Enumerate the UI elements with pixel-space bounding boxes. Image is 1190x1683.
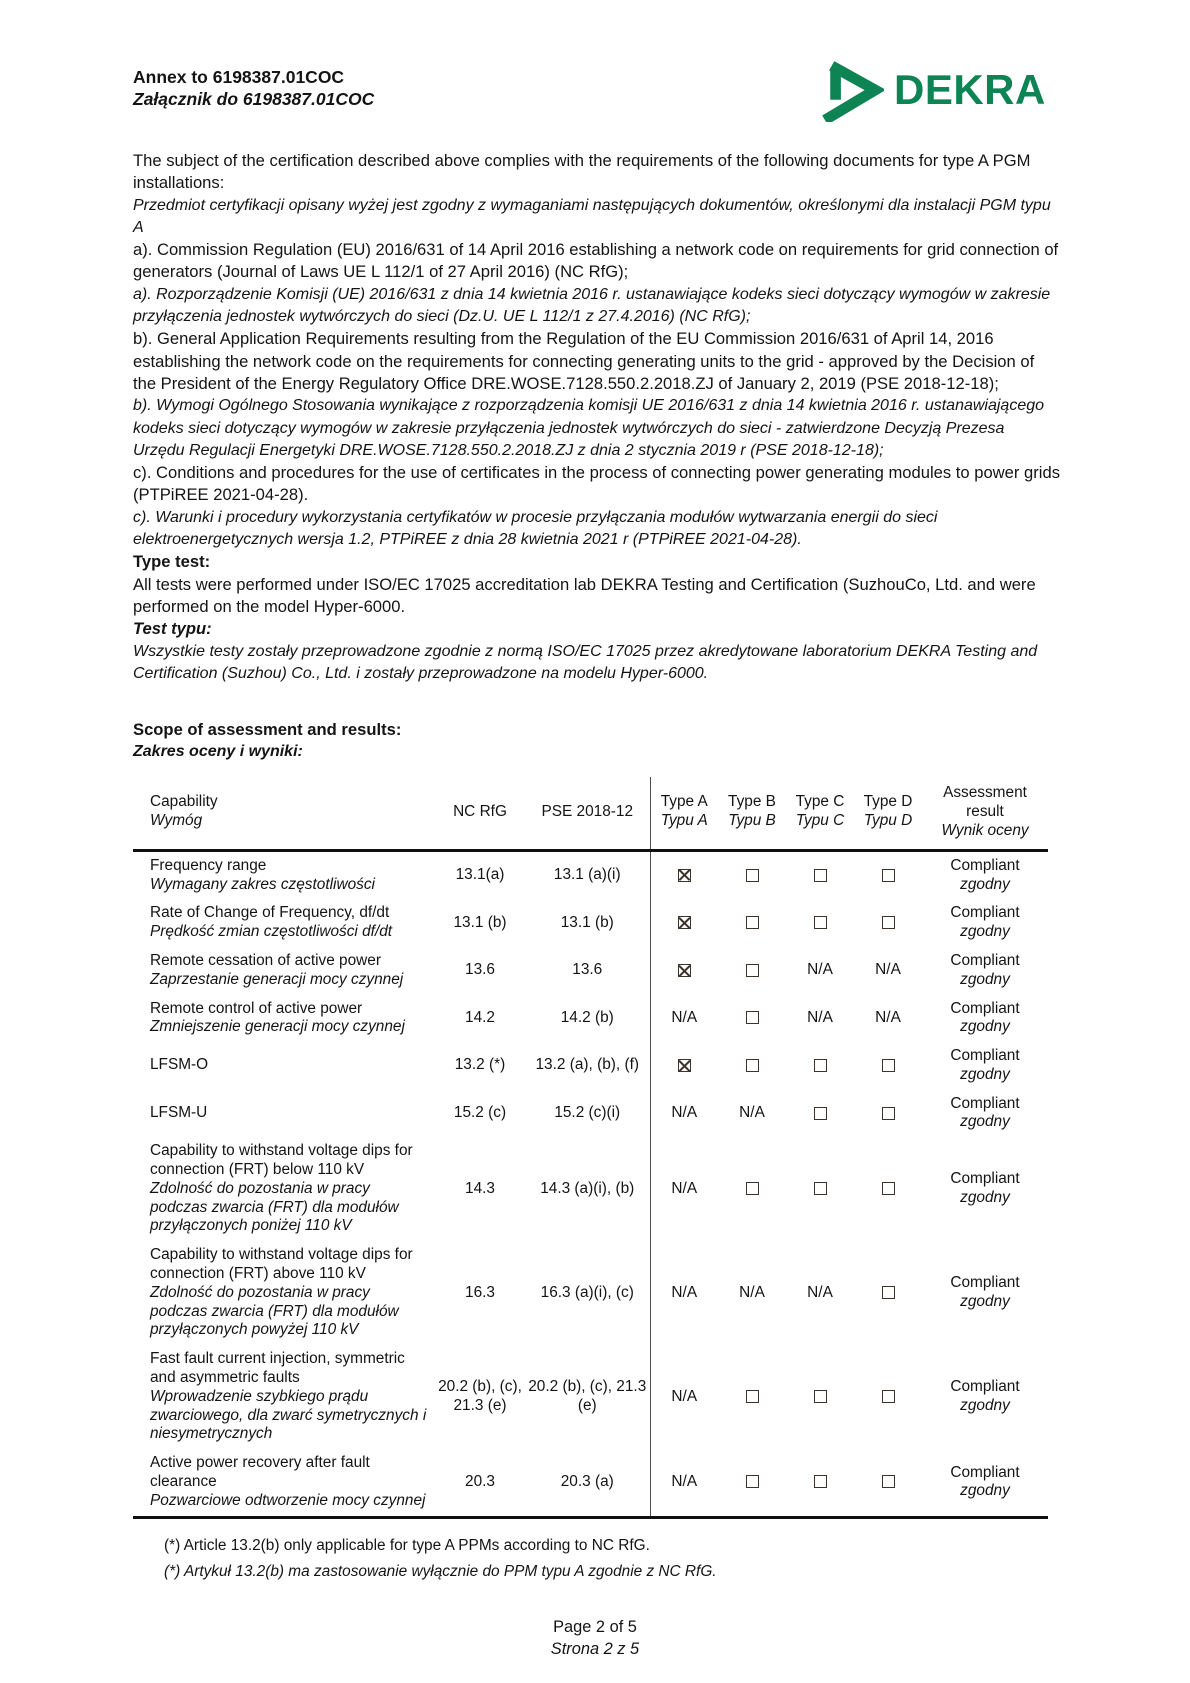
result-cell — [922, 1241, 1048, 1345]
checkbox-unchecked-icon — [746, 1059, 759, 1072]
na-cell: N/A — [739, 1283, 765, 1301]
capability-en: LFSM-O — [150, 1056, 209, 1074]
result-cell — [922, 1345, 1048, 1449]
capability-cell — [133, 1090, 435, 1138]
result-cell — [922, 1090, 1048, 1138]
checkbox-unchecked-icon — [746, 1390, 759, 1403]
capability-cell — [133, 947, 435, 995]
pse-cell: 20.3 (a) — [525, 1449, 650, 1517]
content-area — [133, 66, 1060, 1585]
na-cell: N/A — [875, 961, 901, 979]
capability-en: Rate of Change of Frequency, df/dt — [150, 904, 390, 922]
checkbox-cell — [786, 1449, 854, 1517]
col-header-nc-rfg: NC RfG — [453, 802, 507, 820]
intro-paragraphs — [133, 150, 1060, 685]
na-cell: N/A — [807, 1283, 833, 1301]
pse-cell: 15.2 (c)(i) — [554, 1104, 621, 1122]
footnotes — [164, 1533, 1060, 1585]
col-header-type-d — [854, 777, 922, 851]
na-cell: N/A — [650, 1449, 718, 1517]
result-en: Compliant — [950, 1170, 1020, 1188]
capability-cell — [133, 995, 435, 1043]
result-en: Compliant — [950, 1463, 1020, 1481]
checkbox-unchecked-icon — [882, 916, 895, 929]
document-title: Annex to 6198387.01COC — [133, 67, 345, 87]
body-paragraph: b). Wymogi Ogólnego Stosowania wynikające z rozporządzenia komisji UE 2016/631 z dnia 14 kwietnia 2016 r. ustanawiającego kodeks sieci dotyczący wymogów w zakresie przyłączenia jednostek wytwórczych do sieci - zatwierdzone Decyzją Prezesa Urzędu Regulacji Energetyki DRE.WOSE.7128.550.2.2018.ZJ z dnia 2 stycznia 2019 r (PSE 2018-12-18); — [133, 397, 1045, 459]
nc-rfg-cell: 20.2 (b), (c), 21.3 (e) — [438, 1378, 522, 1415]
nc-rfg-cell: 15.2 (c) — [453, 1104, 507, 1122]
checkbox-cell — [854, 1241, 922, 1345]
capability-cell — [133, 1241, 435, 1345]
body-paragraph: c). Conditions and procedures for the use of certificates in the process of connecting power generating modules to power grids (PTPiREE 2021-04-28). — [133, 463, 1060, 505]
checkbox-unchecked-icon — [746, 916, 759, 929]
checkbox-cell — [854, 1090, 922, 1138]
capability-pl: Zaprzestanie generacji mocy czynnej — [150, 970, 404, 988]
result-en: Compliant — [950, 856, 1020, 874]
checkbox-cell — [718, 1137, 786, 1241]
body-paragraph: a). Commission Regulation (EU) 2016/631 of 14 April 2016 establishing a network code on requirements for grid connection of generators (Journal of Laws UE L 112/1 of 27 April 2016) (NC RfG); — [133, 240, 1059, 282]
capability-en: Fast fault current injection, symmetric and asymmetric faults — [150, 1350, 405, 1387]
scope-heading-en: Scope of assessment and results: — [133, 720, 402, 740]
checkbox-cell — [786, 1042, 854, 1090]
result-cell — [922, 1042, 1048, 1090]
table-row — [133, 947, 1048, 995]
checkbox-cell — [854, 1042, 922, 1090]
checkbox-cell — [786, 899, 854, 947]
body-paragraph: Wszystkie testy zostały przeprowadzone zgodnie z normą ISO/EC 17025 przez akredytowane laboratorium DEKRA Testing and Certification (Suzhou) Co., Ltd. i zostały przeprowadzone na modelu Hyper-6000. — [133, 642, 1038, 682]
capability-en: Frequency range — [150, 856, 267, 874]
checkbox-unchecked-icon — [814, 1182, 827, 1195]
col-header-assessment — [922, 777, 1048, 851]
col-header-type-c-pl: Typu C — [795, 812, 845, 830]
result-en: Compliant — [950, 1378, 1020, 1396]
table-row — [133, 1449, 1048, 1517]
col-header-type-c — [786, 777, 854, 851]
capability-pl: Zmniejszenie generacji mocy czynnej — [150, 1018, 405, 1036]
pse-cell: 13.1 (b) — [560, 913, 614, 931]
body-paragraph: All tests were performed under ISO/EC 17025 accreditation lab DEKRA Testing and Certification (SuzhouCo, Ltd. and were performed on the model Hyper-6000. — [133, 574, 1036, 616]
capability-pl: Prędkość zmian częstotliwości df/dt — [150, 923, 393, 941]
na-cell: N/A — [650, 1345, 718, 1449]
checkbox-cell — [650, 850, 718, 899]
table-row — [133, 1137, 1048, 1241]
capability-pl: Wymagany zakres częstotliwości — [150, 875, 375, 893]
checkbox-unchecked-icon — [814, 916, 827, 929]
result-cell — [922, 899, 1048, 947]
checkbox-unchecked-icon — [814, 1390, 827, 1403]
col-header-capability-pl: Wymóg — [150, 812, 203, 830]
checkbox-cell — [854, 850, 922, 899]
checkbox-cell — [650, 899, 718, 947]
col-header-type-a-pl: Typu A — [660, 812, 708, 830]
checkbox-cell — [786, 1345, 854, 1449]
checkbox-unchecked-icon — [746, 1475, 759, 1488]
na-cell: N/A — [650, 1137, 718, 1241]
body-paragraph: a). Rozporządzenie Komisji (UE) 2016/631 z dnia 14 kwietnia 2016 r. ustanawiające kodeks sieci dotyczący wymogów w zakresie przyłączenia jednostek wytwórczych do sieci (Dz.U. UE L 112/1 z 27.4.2016) (NC RfG); — [133, 285, 1051, 326]
checkbox-checked-icon — [678, 869, 691, 882]
na-cell: N/A — [650, 995, 718, 1043]
page-footer — [0, 1616, 1190, 1660]
capability-pl: Pozwarciowe odtworzenie mocy czynnej — [150, 1491, 426, 1509]
footnote-en: (*) Article 13.2(b) only applicable for type A PPMs according to NC RfG. — [164, 1536, 650, 1554]
checkbox-unchecked-icon — [882, 1059, 895, 1072]
result-pl: zgodny — [960, 1482, 1010, 1500]
na-cell: N/A — [650, 1241, 718, 1345]
checkbox-cell — [854, 1345, 922, 1449]
checkbox-cell — [650, 1042, 718, 1090]
checkbox-checked-icon — [678, 916, 691, 929]
checkbox-checked-icon — [678, 1059, 691, 1072]
capability-cell — [133, 1137, 435, 1241]
pse-cell: 16.3 (a)(i), (c) — [540, 1283, 634, 1301]
result-cell — [922, 850, 1048, 899]
nc-rfg-cell: 13.1 (b) — [453, 913, 507, 931]
document-subtitle: Załącznik do 6198387.01COC — [133, 89, 375, 109]
nc-rfg-cell: 13.6 — [465, 961, 495, 979]
table-header-row — [133, 777, 1048, 851]
body-paragraph: c). Warunki i procedury wykorzystania certyfikatów w procesie przyłączania modułów wytwarzania energii do sieci elektroenergetycznych wersja 1.2, PTPiREE z dnia 28 kwietnia 2021 r (PTPiREE 2021-04-28). — [133, 508, 938, 549]
capability-cell — [133, 850, 435, 899]
nc-rfg-cell: 14.2 — [465, 1008, 495, 1026]
table-row — [133, 1042, 1048, 1090]
footnote-pl: (*) Artykuł 13.2(b) ma zastosowanie wyłącznie do PPM typu A zgodnie z NC RfG. — [164, 1562, 717, 1580]
result-en: Compliant — [950, 951, 1020, 969]
capability-cell — [133, 1449, 435, 1517]
body-paragraph: Type test: — [133, 552, 211, 572]
checkbox-unchecked-icon — [882, 1182, 895, 1195]
checkbox-unchecked-icon — [746, 1182, 759, 1195]
col-header-type-c-en: Type C — [795, 793, 845, 811]
result-en: Compliant — [950, 1274, 1020, 1292]
nc-rfg-cell: 16.3 — [465, 1283, 495, 1301]
result-pl: zgodny — [960, 1189, 1010, 1207]
page-number-en: Page 2 of 5 — [553, 1618, 637, 1636]
table-row — [133, 995, 1048, 1043]
na-cell: N/A — [875, 1008, 901, 1026]
result-pl: zgodny — [960, 1293, 1010, 1311]
pse-cell: 13.2 (a), (b), (f) — [535, 1056, 639, 1074]
checkbox-cell — [786, 1090, 854, 1138]
table-row — [133, 1241, 1048, 1345]
checkbox-unchecked-icon — [882, 1390, 895, 1403]
checkbox-unchecked-icon — [882, 1286, 895, 1299]
checkbox-unchecked-icon — [746, 1011, 759, 1024]
result-en: Compliant — [950, 999, 1020, 1017]
checkbox-cell — [786, 1137, 854, 1241]
nc-rfg-cell: 20.3 — [435, 1449, 525, 1517]
result-cell — [922, 995, 1048, 1043]
checkbox-cell — [854, 1137, 922, 1241]
scope-section — [133, 719, 1060, 764]
result-pl: zgodny — [960, 1397, 1010, 1415]
checkbox-unchecked-icon — [882, 869, 895, 882]
body-paragraph: b). General Application Requirements resulting from the Regulation of the EU Commission 2016/631 of April 14, 2016 establishing the network code on the requirements for connecting generating units to the grid - approved by the Decision of the President of the Energy Regulatory Office DRE.WOSE.7128.550.2.2018.ZJ of January 2, 2019 (PSE 2018-12-18); — [133, 329, 1035, 393]
na-cell: N/A — [807, 1008, 833, 1026]
result-pl: zgodny — [960, 1113, 1010, 1131]
capability-en: LFSM-U — [150, 1104, 208, 1122]
dekra-wordmark: DEKRA — [894, 66, 1046, 113]
checkbox-unchecked-icon — [814, 1475, 827, 1488]
checkbox-cell — [786, 850, 854, 899]
checkbox-unchecked-icon — [882, 1107, 895, 1120]
result-pl: zgodny — [960, 970, 1010, 988]
checkbox-unchecked-icon — [746, 964, 759, 977]
result-pl: zgodny — [960, 1018, 1010, 1036]
checkbox-unchecked-icon — [814, 1107, 827, 1120]
capability-cell — [133, 1345, 435, 1449]
pse-cell: 13.6 — [572, 961, 603, 979]
result-pl: zgodny — [960, 1065, 1010, 1083]
col-header-type-b — [718, 777, 786, 851]
pse-cell: 13.1 (a)(i) — [553, 866, 621, 884]
nc-rfg-cell: 13.1(a) — [455, 866, 505, 884]
capability-pl: Zdolność do pozostania w pracy podczas zwarcia (FRT) dla modułów przyłączonych powyżej 110 kV — [150, 1283, 399, 1339]
checkbox-cell — [718, 995, 786, 1043]
col-header-capability-en: Capability — [150, 793, 218, 811]
col-header-capability — [133, 777, 435, 851]
checkbox-unchecked-icon — [882, 1475, 895, 1488]
result-pl: zgodny — [960, 875, 1010, 893]
table-row — [133, 1090, 1048, 1138]
checkbox-unchecked-icon — [814, 869, 827, 882]
page-number-pl: Strona 2 z 5 — [550, 1640, 640, 1658]
checkbox-cell — [718, 1449, 786, 1517]
table-row — [133, 899, 1048, 947]
capability-pl: Wprowadzenie szybkiego prądu zwarciowego, dla zwarć symetrycznych i niesymetrycznych — [150, 1387, 427, 1443]
checkbox-unchecked-icon — [814, 1059, 827, 1072]
checkbox-cell — [718, 947, 786, 995]
capability-pl: Zdolność do pozostania w pracy podczas zwarcia (FRT) dla modułów przyłączonych poniżej 110 kV — [150, 1179, 399, 1235]
result-en: Compliant — [950, 904, 1020, 922]
capability-en: Remote cessation of active power — [150, 951, 381, 969]
body-paragraph: Przedmiot certyfikacji opisany wyżej jest zgodny z wymaganiami następujących dokumentów, określonymi dla instalacji PGM typu A — [133, 196, 1051, 236]
checkbox-cell — [718, 1345, 786, 1449]
checkbox-unchecked-icon — [746, 869, 759, 882]
na-cell: N/A — [807, 961, 833, 979]
col-header-type-d-pl: Typu D — [863, 812, 913, 830]
result-en: Compliant — [950, 1094, 1020, 1112]
checkbox-cell — [650, 947, 718, 995]
pse-cell: 14.3 (a)(i), (b) — [540, 1179, 635, 1197]
pse-cell: 20.2 (b), (c), 21.3 (e) — [528, 1378, 647, 1415]
col-header-assessment-pl: Wynik oceny — [941, 821, 1029, 839]
capability-en: Remote control of active power — [150, 999, 363, 1017]
nc-rfg-cell: 13.2 (*) — [454, 1056, 506, 1074]
capability-en: Active power recovery after fault clearance — [150, 1454, 370, 1491]
capability-cell — [133, 1042, 435, 1090]
assessment-table-body — [133, 850, 1048, 1517]
assessment-table — [133, 777, 1048, 1519]
checkbox-cell — [854, 899, 922, 947]
col-header-type-a — [650, 777, 718, 851]
checkbox-cell — [718, 899, 786, 947]
scope-heading-pl: Zakres oceny i wyniki: — [133, 743, 303, 761]
checkbox-cell — [718, 1042, 786, 1090]
na-cell: N/A — [650, 1090, 718, 1138]
col-header-pse: PSE 2018-12 — [541, 802, 634, 820]
col-header-type-b-en: Type B — [728, 793, 776, 811]
pse-cell: 14.2 (b) — [560, 1008, 614, 1026]
table-row — [133, 1345, 1048, 1449]
capability-cell — [133, 899, 435, 947]
capability-en: Capability to withstand voltage dips for connection (FRT) above 110 kV — [150, 1246, 413, 1283]
result-cell — [922, 1449, 1048, 1517]
col-header-type-b-pl: Typu B — [728, 812, 776, 830]
checkbox-cell — [854, 1449, 922, 1517]
result-en: Compliant — [950, 1047, 1020, 1065]
col-header-assessment-en: Assessment result — [943, 783, 1027, 820]
table-row — [133, 850, 1048, 899]
col-header-type-d-en: Type D — [863, 793, 913, 811]
body-paragraph: The subject of the certification described above complies with the requirements of the following documents for type A PGM installations: — [133, 151, 1031, 193]
checkbox-checked-icon — [678, 964, 691, 977]
result-cell — [922, 947, 1048, 995]
body-paragraph: Test typu: — [133, 619, 212, 639]
nc-rfg-cell: 14.3 — [465, 1179, 495, 1197]
result-pl: zgodny — [960, 923, 1010, 941]
col-header-type-a-en: Type A — [660, 793, 708, 811]
checkbox-cell — [718, 850, 786, 899]
capability-en: Capability to withstand voltage dips for connection (FRT) below 110 kV — [150, 1142, 413, 1179]
na-cell: N/A — [739, 1104, 765, 1122]
result-cell — [922, 1137, 1048, 1241]
